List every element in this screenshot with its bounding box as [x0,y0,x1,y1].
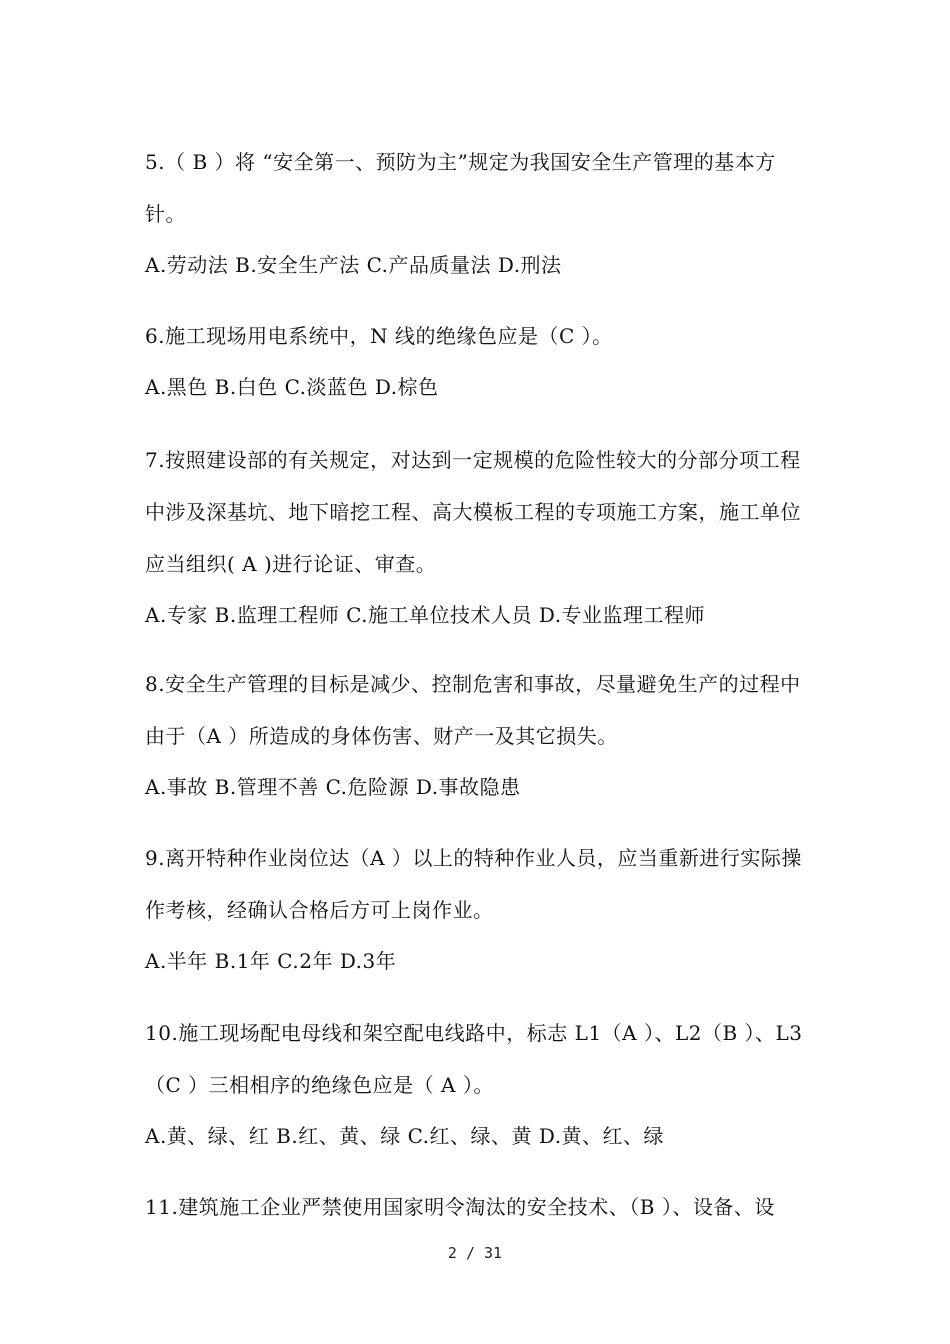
question-stem: 9.离开特种作业岗位达（A ）以上的特种作业人员，应当重新进行实际操作考核，经确认合格后方可上岗作业。 [145,846,802,922]
question-stem: 5.（ B ）将 “安全第一、预防为主”规定为我国安全生产管理的基本方针。 [145,150,776,226]
question-stem: 10.施工现场配电母线和架空配电线路中，标志 L1（A ）、L2（B ）、L3（C ）三相相序的绝缘色应是（ A ）。 [145,1021,803,1097]
question-stem: 7.按照建设部的有关规定，对达到一定规模的危险性较大的分部分项工程中涉及深基坑、地下暗挖工程、高大模板工程的专项施工方案，施工单位应当组织( A )进行论证、审查。 [145,448,801,576]
question-8 [145,658,810,802]
question-options: A.劳动法 B.安全生产法 C.产品质量法 D.刑法 [145,253,562,277]
question-stem: 11.建筑施工企业严禁使用国家明令淘汰的安全技术、（B ）、设备、设 [145,1195,775,1219]
question-11 [145,1181,810,1233]
question-9 [145,832,810,976]
question-stem: 6.施工现场用电系统中，N 线的绝缘色应是（C ）。 [145,324,613,348]
question-7 [145,434,810,630]
question-5 [145,136,810,280]
question-options: A.黑色 B.白色 C.淡蓝色 D.棕色 [145,375,439,399]
question-options: A.半年 B.1年 C.2年 D.3年 [145,949,397,973]
question-options: A.黄、绿、红 B.红、黄、绿 C.红、绿、黄 D.黄、红、绿 [145,1124,665,1148]
question-options: A.专家 B.监理工程师 C.施工单位技术人员 D.专业监理工程师 [145,603,706,627]
question-10 [145,1007,810,1151]
page-number: 2 / 31 [447,1244,503,1262]
question-6 [145,310,810,402]
question-stem: 8.安全生产管理的目标是减少、控制危害和事故，尽量避免生产的过程中由于（A ）所造成的身体伤害、财产一及其它损失。 [145,672,801,748]
question-options: A.事故 B.管理不善 C.危险源 D.事故隐患 [145,775,521,799]
